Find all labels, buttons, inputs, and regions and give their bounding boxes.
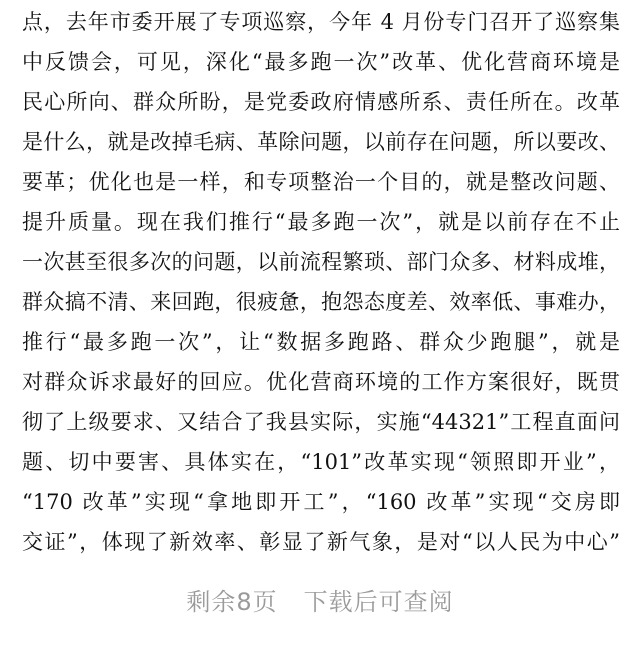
text-line: 题、切中要害、具体实在，“101”改革实现“领照即开业”， [22, 450, 620, 474]
text-line: 对群众诉求最好的回应。优化营商环境的工作方案很好，既贯 [22, 370, 620, 394]
text-line: 是什么，就是改掉毛病、革除问题，以前存在问题，所以要改、 [22, 130, 620, 154]
text-line: 推行“最多跑一次”，让“数据多跑路、群众少跑腿”，就是 [22, 330, 620, 354]
text-line: 彻了上级要求、又结合了我县实际，实施“44321”工程直面问 [22, 410, 620, 434]
text-line: 群众搞不清、来回跑，很疲惫，抱怨态度差、效率低、事难办， [22, 290, 620, 314]
text-line: “170 改革”实现“拿地即开工”，“160 改革”实现“交房即 [22, 490, 620, 514]
text-line: 中反馈会，可见，深化“最多跑一次”改革、优化营商环境是 [22, 50, 620, 74]
download-to-view-link[interactable]: 下载后可查阅 [303, 588, 454, 616]
text-line: 提升质量。现在我们推行“最多跑一次”，就是以前存在不止 [22, 210, 620, 234]
text-line: 点，去年市委开展了专项巡察，今年 4 月份专门召开了巡察集 [22, 10, 620, 34]
text-line: 交证”，体现了新效率、彰显了新气象，是对“以人民为中心” [22, 530, 620, 554]
download-prompt-banner[interactable] [0, 582, 640, 617]
text-line: 一次甚至很多次的问题，以前流程繁琐、部门众多、材料成堆， [22, 250, 620, 274]
text-line: 要革；优化也是一样，和专项整治一个目的，就是整改问题、 [22, 170, 620, 194]
remaining-pages-label: 剩余8页 [186, 588, 278, 616]
text-line: 民心所向、群众所盼，是党委政府情感所系、责任所在。改革 [22, 90, 620, 114]
